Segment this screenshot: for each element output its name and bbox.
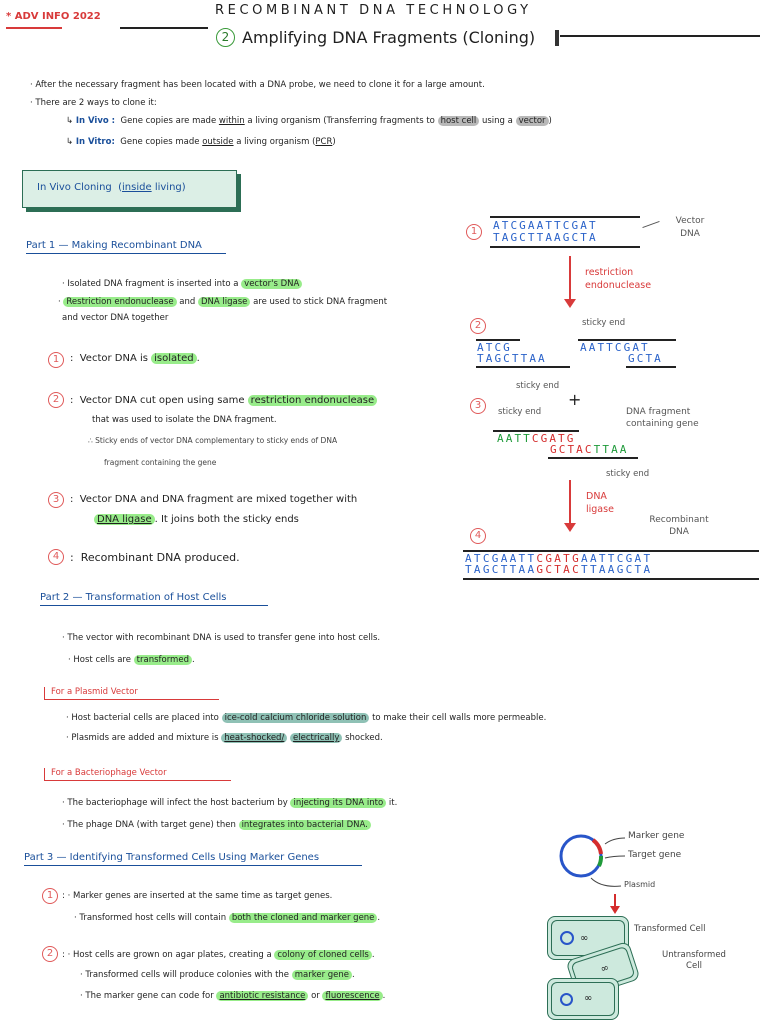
diagram-step-1-badge: 1 <box>466 224 482 240</box>
strand-line <box>463 578 759 580</box>
transformed-cell-label: Transformed Cell <box>634 924 706 934</box>
sticky-end-label: sticky end <box>498 407 542 417</box>
diagram-step-3-badge: 3 <box>470 398 486 414</box>
plasmid-bullet-2: · Plasmids are added and mixture is heat-shocked/ electrically shocked. <box>66 733 383 743</box>
step-3-badge: 3 <box>48 492 64 508</box>
plasmid-pointer <box>591 878 621 886</box>
red-down-arrow-head <box>610 906 620 914</box>
step-4-badge: 4 <box>48 549 64 565</box>
step-1-badge: 1 <box>48 352 64 368</box>
step-1-text: : Vector DNA is isolated . <box>70 353 200 364</box>
intro-line-2: · There are 2 ways to clone it: <box>30 98 157 108</box>
seq3-bottom: GCTACTTAA <box>550 443 629 456</box>
marker-gene-segment <box>593 840 601 854</box>
vector-pointer <box>642 221 659 228</box>
sticky-end-label: sticky end <box>516 381 560 391</box>
diagram-step-4-badge: 4 <box>470 528 486 544</box>
title-right-rule <box>560 35 760 37</box>
cell-plasmid <box>560 931 574 945</box>
part2-bullet-2: · Host cells are transformed . <box>68 655 195 665</box>
target-pointer <box>605 856 625 858</box>
topic-title: RECOMBINANT DNA TECHNOLOGY <box>215 3 532 18</box>
step-3-text: : Vector DNA and DNA fragment are mixed together with <box>70 494 358 505</box>
seq1-bottom: TAGCTTAAGCTA <box>493 231 598 244</box>
restriction-label: restriction endonuclease <box>585 267 652 291</box>
intro-line-1: · After the necessary fragment has been located with a DNA probe, we need to clone it for a large amount. <box>30 80 485 90</box>
in-vivo-line: ↳ In Vivo : Gene copies are made within a living organism (Transferring fragments to host cell using a vector ) <box>66 116 552 126</box>
cell-plasmid <box>560 993 573 1006</box>
step-2-text: : Vector DNA cut open using same restriction endonuclease <box>70 395 377 406</box>
seq2-left-bottom: TAGCTTAA <box>477 352 547 365</box>
strand-line <box>476 366 570 368</box>
box-title: In Vivo Cloning (inside living) <box>37 182 186 193</box>
seq2-left-top: ATCG <box>477 341 512 354</box>
course-tag: * ADV INFO 2022 <box>6 11 101 22</box>
part3-heading: Part 3 — Identifying Transformed Cells Using Marker Genes <box>24 852 362 866</box>
part2-bullet-1: · The vector with recombinant DNA is used to transfer gene into host cells. <box>62 633 381 643</box>
seq4-top: ATCGAATTCGATGAATTCGAT <box>465 552 653 565</box>
cell-nucleoid: ∞ <box>584 993 593 1004</box>
plasmid-label: Plasmid <box>624 880 656 889</box>
marker-pointer <box>605 838 625 844</box>
strand-line <box>490 216 640 218</box>
step-2-cont: that was used to isolate the DNA fragment. <box>92 415 277 425</box>
restriction-arrow <box>569 256 571 300</box>
strand-line <box>490 246 640 248</box>
plasmid-bullet-1: · Host bacterial cells are placed into ice-cold calcium chloride solution to make their cell walls more permeable. <box>66 713 547 723</box>
seq3-top: AATTCGATG <box>497 432 576 445</box>
strand-line <box>626 366 676 368</box>
part1-heading: Part 1 — Making Recombinant DNA <box>26 240 226 254</box>
transformed-cell-2 <box>547 978 619 1020</box>
bacteriophage-vector-heading: For a Bacteriophage Vector <box>44 768 231 781</box>
seq1-top: ATCGAATTCGAT <box>493 219 598 232</box>
sticky-end-label: sticky end <box>582 318 626 328</box>
marker-gene-label: Marker gene <box>628 831 685 841</box>
tag-underline <box>6 27 62 29</box>
part3-step-1-badge: 1 <box>42 888 58 904</box>
part3-step-2-cont-2: · The marker gene can code for antibiotic resistance or fluorescence . <box>80 991 386 1001</box>
ligase-label: DNA ligase <box>586 491 614 515</box>
sticky-end-label: sticky end <box>606 469 650 479</box>
step-2-badge: 2 <box>48 392 64 408</box>
plasmid-vector-heading: For a Plasmid Vector <box>44 687 219 700</box>
step-4-text: : Recombinant DNA produced. <box>70 551 240 564</box>
in-vivo-cloning-box <box>22 170 237 208</box>
part1-bullet-2-cont: and vector DNA together <box>62 313 169 323</box>
part3-step-1-cont: · Transformed host cells will contain both the cloned and marker gene . <box>74 913 381 923</box>
cell-nucleoid: ∞ <box>580 933 589 944</box>
in-vitro-line: ↳ In Vitro: Gene copies made outside a living organism (PCR) <box>66 137 336 147</box>
phage-bullet-2: · The phage DNA (with target gene) then integrates into bacterial DNA. <box>62 820 371 830</box>
step-2-note-cont: fragment containing the gene <box>104 458 217 467</box>
target-gene-segment <box>599 856 601 866</box>
seq2-right-bottom: GCTA <box>628 352 663 365</box>
strand-line <box>548 457 638 459</box>
step-3-cont: DNA ligase . It joins both the sticky ends <box>94 514 299 525</box>
page-title: Amplifying DNA Fragments (Cloning) <box>242 28 536 47</box>
part3-step-2-badge: 2 <box>42 946 58 962</box>
vector-dna-label: Vector DNA <box>675 216 705 239</box>
seq4-bottom: TAGCTTAAGCTACTTAAGCTA <box>465 563 653 576</box>
recombinant-label: Recombinant DNA <box>649 515 709 537</box>
part3-step-2-cont-1: · Transformed cells will produce colonies with the marker gene . <box>80 970 355 980</box>
title-end-bar <box>555 30 559 46</box>
part3-step-2-text: : · Host cells are grown on agar plates, creating a colony of cloned cells . <box>62 950 375 960</box>
cell-nucleoid: ∞ <box>599 962 611 976</box>
ligase-arrow <box>569 480 571 524</box>
plus-sign: + <box>568 390 582 409</box>
diagram-step-2-badge: 2 <box>470 318 486 334</box>
step-2-note: ∴ Sticky ends of vector DNA complementary to sticky ends of DNA <box>88 436 338 445</box>
dna-fragment-label: DNA fragment containing gene <box>626 407 699 429</box>
seq2-right-top: AATTCGAT <box>580 341 650 354</box>
section-number-badge: 2 <box>216 28 235 47</box>
part3-step-1-text: : · Marker genes are inserted at the same time as target genes. <box>62 891 333 901</box>
phage-bullet-1: · The bacteriophage will infect the host bacterium by injecting its DNA into it. <box>62 798 398 808</box>
target-gene-label: Target gene <box>628 850 682 860</box>
untransformed-cell-label: Untransformed Cell <box>662 950 726 971</box>
title-left-rule <box>120 27 208 29</box>
part2-heading: Part 2 — Transformation of Host Cells <box>40 592 268 606</box>
part1-bullet-2: · Restriction endonuclease and DNA ligase are used to stick DNA fragment <box>58 297 388 307</box>
part1-bullet-1: · Isolated DNA fragment is inserted into a vector's DNA <box>62 279 302 289</box>
